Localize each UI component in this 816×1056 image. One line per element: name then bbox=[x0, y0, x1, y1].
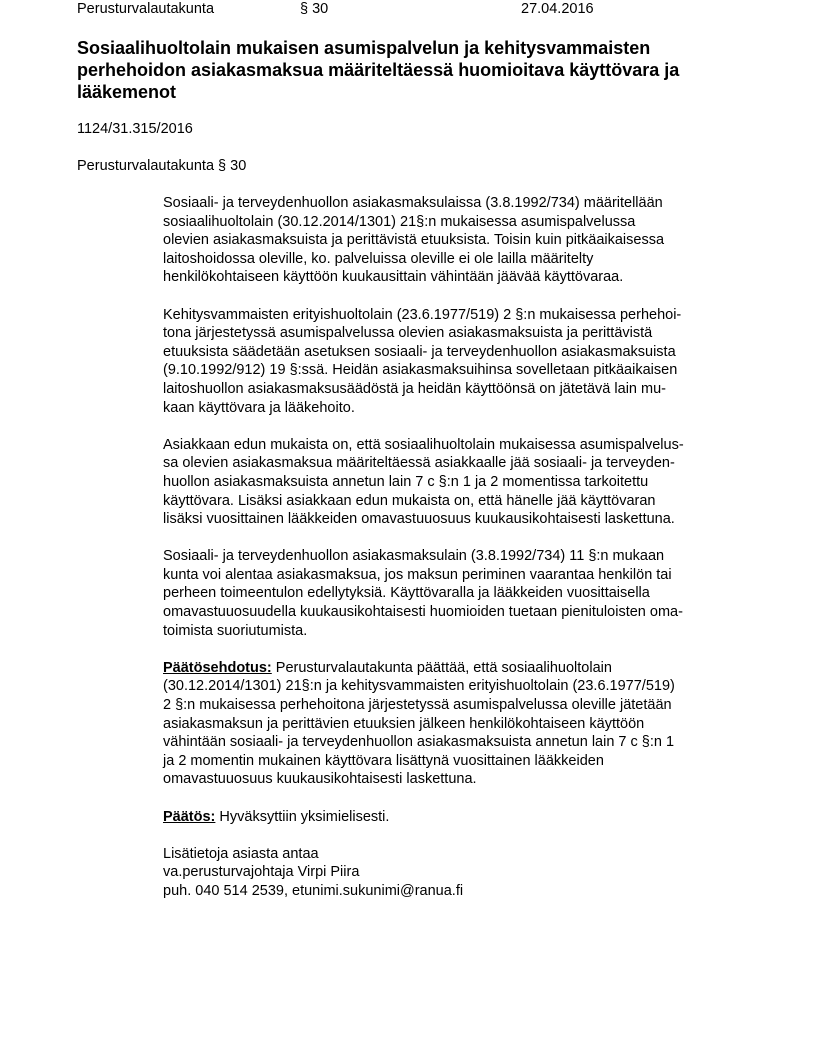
text-line: huollon asiakasmaksuista annetun lain 7 c §:n 1 ja 2 momentissa tarkoitettu bbox=[163, 473, 649, 490]
text-line: omavastuuosuus kuukausikohtaisesti laskettuna. bbox=[163, 771, 477, 788]
text-line: kunta voi alentaa asiakasmaksua, jos maksun periminen vaarantaa henkilön tai bbox=[163, 566, 672, 583]
text-line: sa olevien asiakasmaksua määriteltäessä asiakkaalle jää sosiaali- ja terveyden- bbox=[163, 455, 675, 472]
section-reference: Perusturvalautakunta § 30 bbox=[77, 158, 247, 174]
text-line: toimista suoriutumista. bbox=[163, 622, 308, 639]
text-line: ja 2 momentin mukainen käyttövara lisättynä vuosittainen lääkkeiden bbox=[163, 752, 604, 769]
text-line: va.perusturvajohtaja Virpi Piira bbox=[163, 864, 360, 881]
text-line: (30.12.2014/1301) 21§:n ja kehitysvammaisten erityishuoltolain (23.6.1977/519) bbox=[163, 678, 675, 695]
proposal-label: Päätösehdotus: bbox=[163, 659, 272, 676]
text-line: (9.10.1992/912) 19 §:ssä. Heidän asiakasmaksuihinsa sovelletaan pitkäaikaisen bbox=[163, 362, 678, 379]
text-line: lisäksi vuosittainen lääkkeiden omavastuuosuus kuukausikohtaisesti laskettuna. bbox=[163, 511, 675, 528]
record-number: 1124/31.315/2016 bbox=[77, 121, 193, 137]
text-line: Asiakkaan edun mukaista on, että sosiaalihuoltolain mukaisessa asumispalvelus- bbox=[163, 436, 684, 453]
paragraph bbox=[163, 436, 684, 529]
document-body bbox=[163, 194, 684, 901]
text-line: laitoshuollon asiakasmaksusäädöstä ja heidän käyttöönsä on jätetävä lain mu- bbox=[163, 380, 666, 397]
text-line: henkilökohtaiseen käyttöön kuukausittain vähintään jäävää käyttövaraa. bbox=[163, 269, 624, 286]
text-line: omavastuuosuudella kuukausikohtaisesti huomioiden tuetaan pienituloisten oma- bbox=[163, 604, 683, 621]
text-line: vähintään sosiaali- ja terveydenhuollon asiakasmaksuista annetun lain 7 c §:n 1 bbox=[163, 734, 675, 751]
text-line: laitoshoidossa oleville, ko. palveluissa oleville ei ole lailla määritelty bbox=[163, 250, 594, 267]
decision-text: Hyväksyttiin yksimielisesti. bbox=[215, 808, 390, 825]
text-line: perheen toimeentulon edellytyksiä. Käyttövaralla ja lääkkeiden vuosittaisella bbox=[163, 585, 650, 602]
paragraph bbox=[163, 306, 684, 418]
text-line: käyttövara. Lisäksi asiakkaan edun mukaista on, että hänelle jää käyttövaran bbox=[163, 492, 656, 509]
text-line: Sosiaali- ja terveydenhuollon asiakasmaksulain (3.8.1992/734) 11 §:n mukaan bbox=[163, 548, 665, 565]
decision bbox=[163, 808, 684, 827]
title-line: perhehoidon asiakasmaksua määriteltäessä huomioitava käyttövara ja bbox=[77, 60, 680, 80]
header-section: § 30 bbox=[300, 1, 329, 17]
text-line bbox=[163, 659, 684, 678]
title-line: Sosiaalihuoltolain mukaisen asumispalvelun ja kehitysvammaisten bbox=[77, 38, 651, 58]
text-line: etuuksista säädetään asetuksen sosiaali- ja terveydenhuollon asiakasmaksuista bbox=[163, 343, 676, 360]
text-line: asiakasmaksun ja perittävien etuuksien jälkeen henkilökohtaiseen käyttöön bbox=[163, 715, 645, 732]
text-line: Sosiaali- ja terveydenhuollon asiakasmaksulaissa (3.8.1992/734) määritellään bbox=[163, 195, 663, 211]
header-body: Perusturvalautakunta bbox=[77, 1, 215, 17]
text-line: olevien asiakasmaksuista ja perittävistä etuuksista. Toisin kuin pitkäaikaisessa bbox=[163, 232, 665, 249]
contact-info bbox=[163, 845, 684, 901]
text-line: kaan käyttövara ja lääkehoito. bbox=[163, 399, 355, 416]
text-line: puh. 040 514 2539, etunimi.sukunimi@ranua.fi bbox=[163, 882, 464, 899]
paragraph bbox=[163, 194, 684, 287]
title-line: lääkemenot bbox=[77, 82, 177, 102]
paragraph bbox=[163, 547, 684, 640]
text-line: sosiaalihuoltolain (30.12.2014/1301) 21§:n mukaisessa asumispalvelussa bbox=[163, 213, 636, 230]
proposal-text: Perusturvalautakunta päättää, että sosiaalihuoltolain bbox=[271, 659, 612, 676]
text-line: 2 §:n mukaisessa perhehoitona järjestetyssä asumispalvelussa oleville jätetään bbox=[163, 697, 672, 714]
header-date: 27.04.2016 bbox=[521, 1, 594, 17]
decision-label: Päätös: bbox=[163, 808, 216, 825]
text-line: Kehitysvammaisten erityishuoltolain (23.6.1977/519) 2 §:n mukaisessa perhehoi- bbox=[163, 306, 682, 323]
document-title bbox=[77, 37, 679, 103]
text-line: Lisätietoja asiasta antaa bbox=[163, 845, 319, 862]
decision-proposal bbox=[163, 659, 684, 789]
text-line: tona järjestetyssä asumispalvelussa olevien asiakasmaksuista ja perittävistä bbox=[163, 325, 653, 342]
